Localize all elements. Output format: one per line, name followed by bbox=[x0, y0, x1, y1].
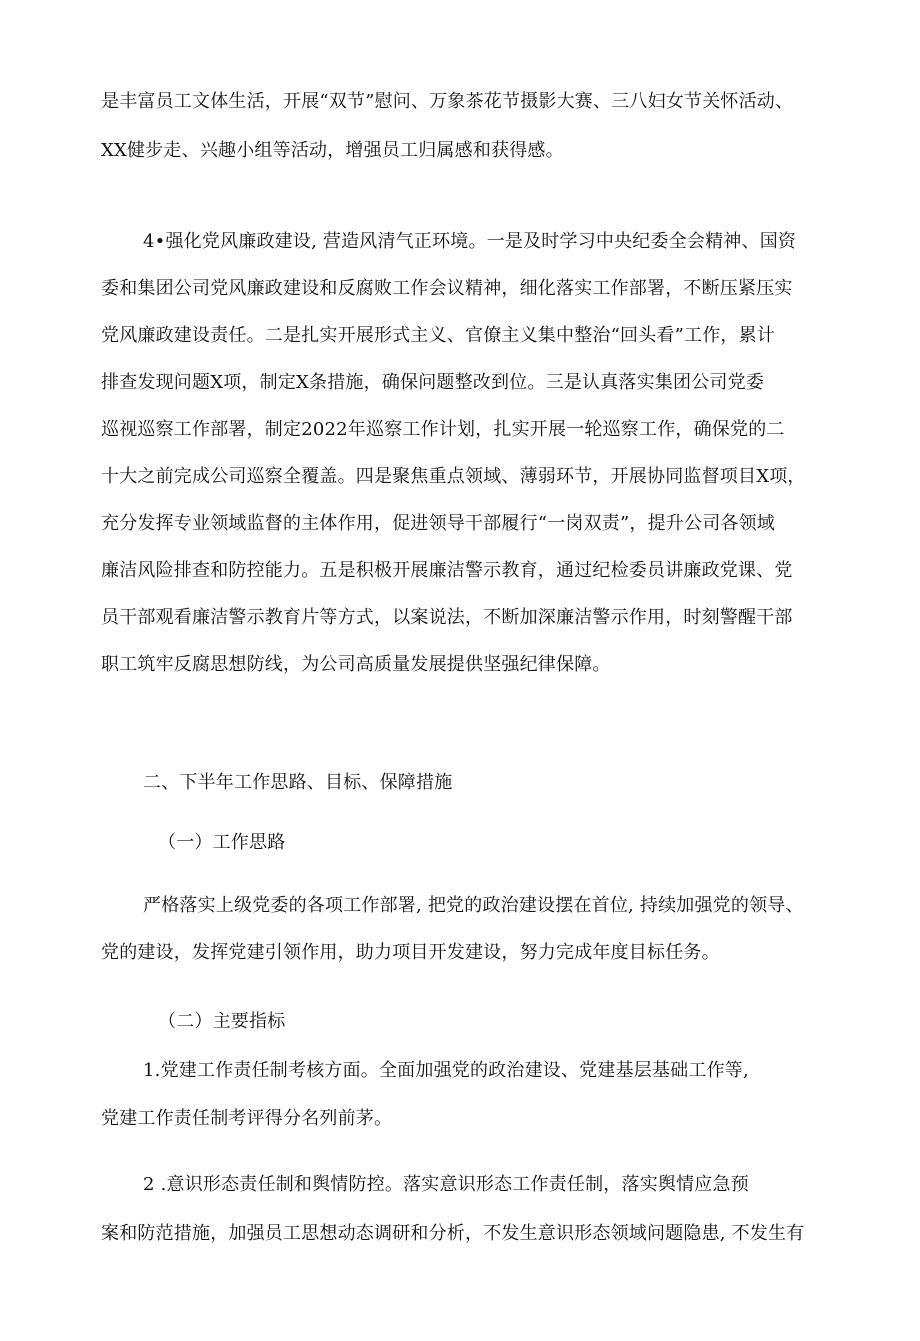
indicator-2-line-1: 2 .意识形态责任制和舆情防控。落实意识形态工作责任制，落实舆情应急预 bbox=[143, 1174, 749, 1195]
paragraph-2-line-6: 十大之前完成公司巡察全覆盖。四是聚焦重点领域、薄弱环节，开展协同监督项目X项， bbox=[101, 466, 806, 487]
indicator-1-line-2: 党建工作责任制考评得分名列前茅。 bbox=[101, 1108, 393, 1129]
paragraph-2-line-5: 巡视巡察工作部署，制定2022年巡察工作计划，扎实开展一轮巡察工作，确保党的二 bbox=[101, 419, 785, 440]
subsection-1-line-1: 严格落实上级党委的各项工作部署, 把党的政治建设摆在首位, 持续加强党的领导、 bbox=[143, 895, 804, 916]
paragraph-1-line-1: 是丰富员工文体生活，开展“双节”慰问、万象茶花节摄影大赛、三八妇女节关怀活动、 bbox=[101, 91, 794, 112]
indicator-2-line-2: 案和防范措施，加强员工思想动态调研和分析，不发生意识形态领域问题隐患, 不发生有 bbox=[101, 1223, 805, 1244]
subsection-1-line-2: 党的建设，发挥党建引领作用，助力项目开发建设，努力完成年度目标任务。 bbox=[101, 942, 720, 963]
section-heading: 二、下半年工作思路、目标、保障措施 bbox=[143, 772, 453, 793]
subsection-1-heading: （一）工作思路 bbox=[158, 832, 286, 853]
paragraph-2-line-10: 职工筑牢反腐思想防线，为公司高质量发展提供坚强纪律保障。 bbox=[101, 654, 611, 675]
paragraph-2-line-2: 委和集团公司党风廉政建设和反腐败工作会议精神，细化落实工作部署，不断压紧压实 bbox=[101, 278, 793, 299]
paragraph-2-line-3: 党风廉政建设责任。二是扎实开展形式主义、官僚主义集中整治“回头看”工作，累计 bbox=[101, 325, 776, 346]
subsection-2-heading: （二）主要指标 bbox=[158, 1011, 286, 1032]
paragraph-2-line-4: 排查发现问题X项，制定X条措施，确保问题整改到位。三是认真落实集团公司党委 bbox=[101, 372, 765, 393]
paragraph-2-line-1: 4•强化党风廉政建设, 营造风清气正环境。一是及时学习中央纪委全会精神、国资 bbox=[143, 231, 797, 252]
paragraph-2-line-7: 充分发挥专业领域监督的主体作用，促进领导干部履行“一岗双责”，提升公司各领域 bbox=[101, 513, 776, 534]
paragraph-2-line-8: 廉洁风险排查和防控能力。五是积极开展廉洁警示教育，通过纪检委员讲廉政党课、党 bbox=[101, 560, 793, 581]
indicator-1-line-1: 1.党建工作责任制考核方面。全面加强党的政治建设、党建基层基础工作等, bbox=[143, 1060, 749, 1081]
paragraph-2-line-9: 员干部观看廉洁警示教育片等方式，以案说法，不断加深廉洁警示作用，时刻警醒干部 bbox=[101, 607, 793, 628]
paragraph-1-line-2: XX健步走、兴趣小组等活动，增强员工归属感和获得感。 bbox=[101, 140, 564, 161]
